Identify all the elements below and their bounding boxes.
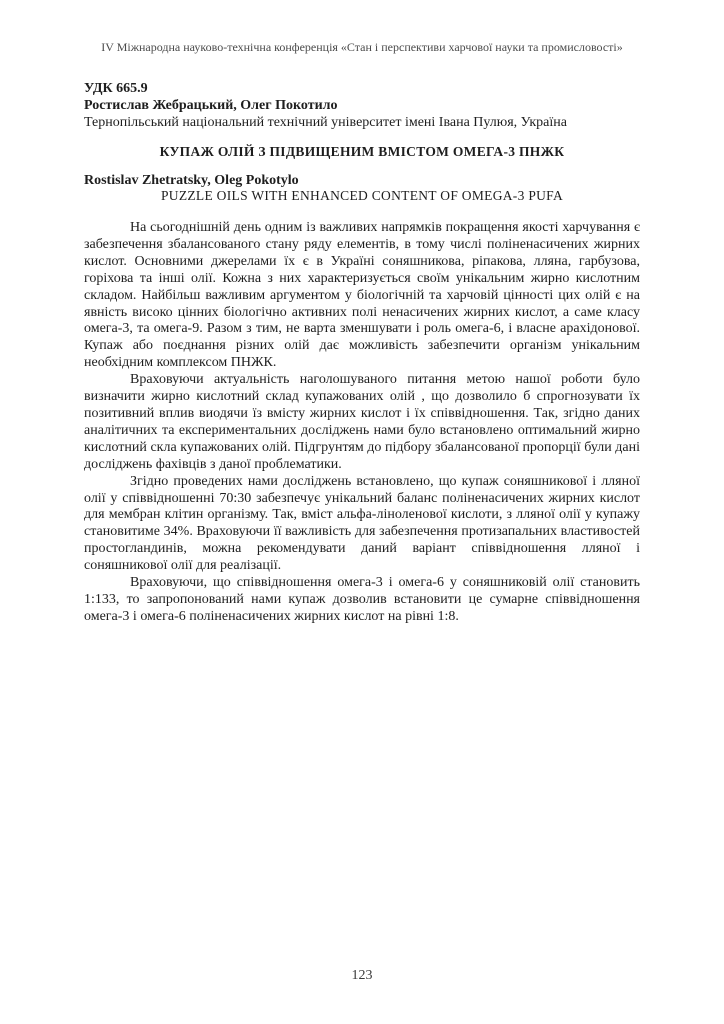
title-ukrainian: КУПАЖ ОЛІЙ З ПІДВИЩЕНИМ ВМІСТОМ ОМЕГА-3 ПНЖК <box>159 144 565 159</box>
affiliation: Тернопільський національний технічний університет імені Івана Пулюя, Україна <box>84 115 567 130</box>
title-english: PUZZLE OILS WITH ENHANCED CONTENT OF OMEGA-3 PUFA <box>160 188 564 203</box>
udk-code: УДК 665.9 <box>84 81 148 96</box>
authors-ukrainian: Ростислав Жебрацький, Олег Покотило <box>84 98 338 113</box>
running-head: IV Міжнародна науково-технічна конференція «Стан і перспективи харчової науки та промисловості» <box>101 40 623 54</box>
paragraph: На сьогоднішній день одним із важливих напрямків покращення якості харчування є забезпечення збалансованого стану ряду елементів, в тому числі поліненасичених жирних кислот. Основними джерелами їх є в Україні соняшникова, ріпакова, лляна, гарбузова, горіхова та інші олії. Кожна з них характеризується своїм унікальним жирно кислотним складом. Найбільш важливим аргументом у біологічній та харчовій цінності цих олій є на явність високо цінних біологічно активних полі ненасичених жирних кислот, а саме класу омега-3, та омега-9. Разом з тим, не варта зменшувати і роль омега-6, і власне арахідонової. Купаж або поєднання різних олій дає можливість забезпечити організм унікальним необхідним комплексом ПНЖК. <box>84 220 640 371</box>
body-text <box>84 220 640 626</box>
paragraph: Враховуючи актуальність наголошуваного питання метою нашої роботи було визначити жирно кислотний склад купажованих олій , що дозволило б спрогнозувати їх позитивний вплив виодячи їз вмісту жирних кислот і їх співвідношення. Так, згідно даних аналітичних та експериментальних досліджень нами було встановлено оптимальний жирно кислотний скла купажованих олій. Підгрунтям до підбору збалансованої пропорції були дані досліджень фахівців з даної проблематики. <box>84 372 640 472</box>
authors-english: Rostislav Zhetratsky, Oleg Pokotylo <box>84 173 299 188</box>
paragraph: Враховуючи, що співвідношення омега-3 і омега-6 у соняшниковій олії становить 1:133, то запропонований нами купаж дозволив встановити це сумарне співвідношення омега-3 і омега-6 поліненасичених жирних кислот на рівні 1:8. <box>84 575 640 624</box>
paragraph: Згідно проведених нами досліджень встановлено, що купаж соняшникової і лляної олії у співвідношенні 70:30 забезпечує унікальний баланс поліненасичених жирних кислот для мембран клітин організму. Так, вміст альфа-ліноленової кислоти, з лляної олії у купажу становитиме 34%. Враховуючи її важливість для забезпечення протизапальних властивостей простогландинів, можна рекомендувати даний варіант співвідношення лляної і соняшникової олії для реалізації. <box>84 473 640 574</box>
page-number: 123 <box>351 968 373 983</box>
